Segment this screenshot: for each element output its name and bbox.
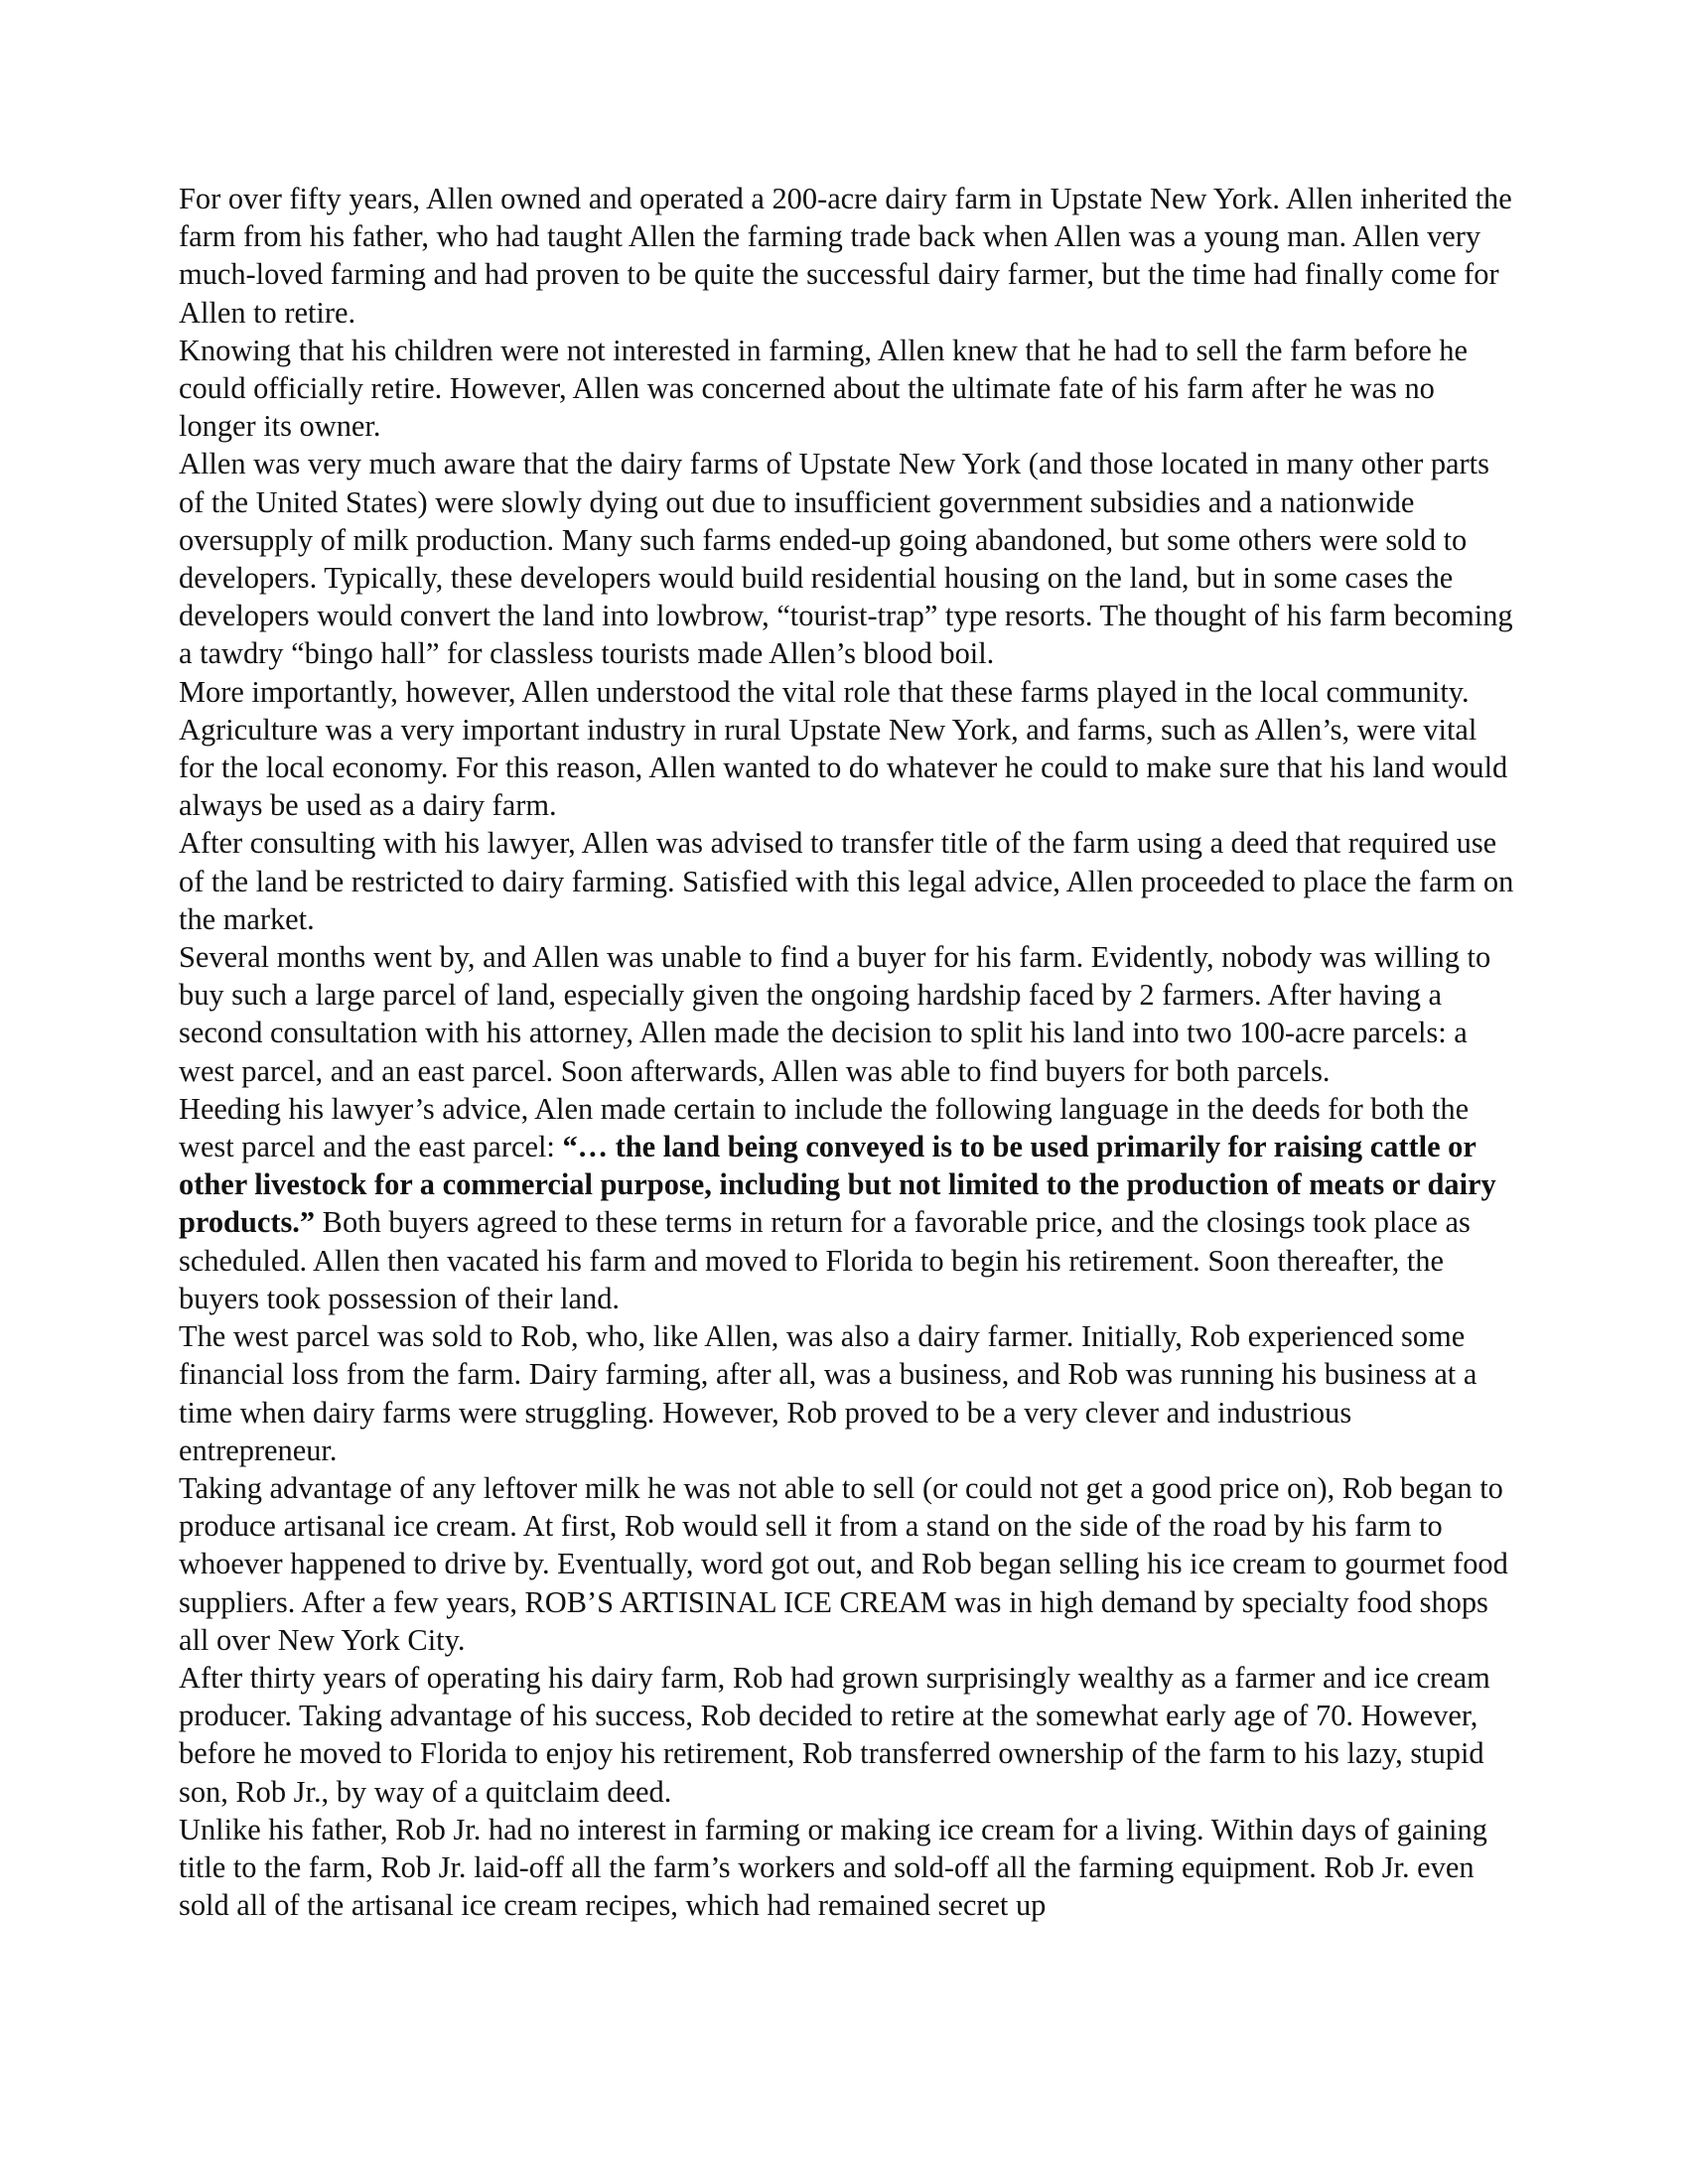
paragraph-9: Taking advantage of any leftover milk he was not able to sell (or could not get a good price on), Rob began to produce artisanal ice cream. At first, Rob would sell it from a stand on the side of the road by his farm to whoever happened to drive by. Eventually, word got out, and Rob began selling his ice cream to gourmet food suppliers. After a few years, ROB’S ARTISINAL ICE CREAM was in high demand by specialty food shops all over New York City. (179, 1470, 1508, 1657)
paragraph-8: The west parcel was sold to Rob, who, like Allen, was also a dairy farmer. Initially, Rob experienced some financial loss from the farm. Dairy farming, after all, was a business, and Rob was running his business at a time when dairy farms were struggling. However, Rob proved to be a very clever and industrious entrepreneur. (179, 1319, 1477, 1467)
document-body (179, 180, 1514, 1924)
paragraph-7-lead: Heeding his lawyer’s advice, Alen made certain to include the following language in the deeds for both the west parcel and the east parcel: (179, 1091, 1470, 1164)
deed-restriction-quote: “… the land being conveyed is to be used primarily for raising cattle or other livestock for a commercial purpose, including but not limited to the production of meats or dairy products.” (179, 1130, 1496, 1240)
paragraph-1: For over fifty years, Allen owned and operated a 200-acre dairy farm in Upstate New York. Allen inherited the farm from his father, who had taught Allen the farming trade back when Allen was a young man. Allen very much-loved farming and had proven to be quite the successful dairy farmer, but the time had finally come for Allen to retire. (179, 182, 1512, 330)
paragraph-2: Knowing that his children were not interested in farming, Allen knew that he had to sell the farm before he could officially retire. However, Allen was concerned about the ultimate fate of his farm after he was no longer its owner. (179, 333, 1468, 444)
paragraph-5: After consulting with his lawyer, Allen was advised to transfer title of the farm using a deed that required use of the land be restricted to dairy farming. Satisfied with this legal advice, Allen proceeded to place the farm on the market. (179, 826, 1514, 936)
paragraph-6: Several months went by, and Allen was unable to find a buyer for his farm. Evidently, nobody was willing to buy such a large parcel of land, especially given the ongoing hardship faced by 2 farmers. After having a second consultation with his attorney, Allen made the decision to split his land into two 100-acre parcels: a west parcel, and an east parcel. Soon afterwards, Allen was able to find buyers for both parcels. (179, 940, 1491, 1088)
paragraph-11: Unlike his father, Rob Jr. had no interest in farming or making ice cream for a living. Within days of gaining title to the farm, Rob Jr. laid-off all the farm’s workers and sold-off all the farming equipment. Rob Jr. even sold all of the artisanal ice cream recipes, which had remained secret up (179, 1812, 1487, 1923)
paragraph-3: Allen was very much aware that the dairy farms of Upstate New York (and those located in many other parts of the United States) were slowly dying out due to insufficient government subsidies and a nationwide oversupply of milk production. Many such farms ended-up going abandoned, but some others were sold to developers. Typically, these developers would build residential housing on the land, but in some cases the developers would convert the land into lowbrow, “tourist-trap” type resorts. The thought of his farm becoming a tawdry “bingo hall” for classless tourists made Allen’s blood boil. (179, 447, 1513, 671)
paragraph-7 (179, 1090, 1514, 1317)
paragraph-7-tail: Both buyers agreed to these terms in return for a favorable price, and the closings took place as scheduled. Allen then vacated his farm and moved to Florida to begin his retirement. Soon thereafter, the buyers took possession of their land. (179, 1205, 1471, 1315)
paragraph-4: More importantly, however, Allen understood the vital role that these farms played in the local community. Agriculture was a very important industry in rural Upstate New York, and farms, such as Allen’s, were vital for the local economy. For this reason, Allen wanted to do whatever he could to make sure that his land would always be used as a dairy farm. (179, 674, 1508, 823)
paragraph-10: After thirty years of operating his dairy farm, Rob had grown surprisingly wealthy as a farmer and ice cream producer. Taking advantage of his success, Rob decided to retire at the somewhat early age of 70. However, before he moved to Florida to enjoy his retirement, Rob transferred ownership of the farm to his lazy, stupid son, Rob Jr., by way of a quitclaim deed. (179, 1660, 1490, 1809)
